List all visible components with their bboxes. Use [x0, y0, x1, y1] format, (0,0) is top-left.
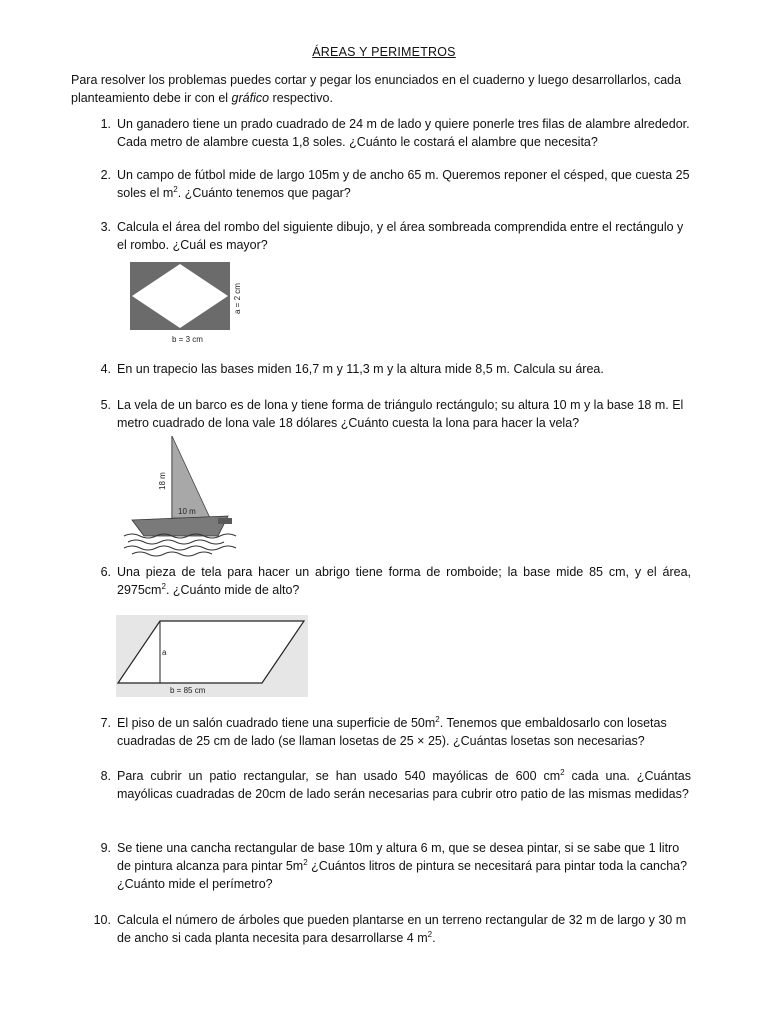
parallelogram-figure [116, 615, 308, 697]
problem-number: 2. [100, 168, 111, 182]
problem-text: Se tiene una cancha rectangular de base 10m y altura 6 m, que se desea pintar, si se sabe que 1 litro de pintura alcanza para pintar $5m^2$ ¿Cuántos litros de pintura se necesitará para pintar toda la cancha? ¿Cuánto mide el perímetro? [117, 841, 688, 891]
problem-text: Calcula el área del rombo del siguiente dibujo, y el área sombreada comprendida entre el rectángulo y el rombo. ¿Cuál es mayor? [117, 220, 684, 252]
rhombus-base-label: b = 3 cm [172, 335, 203, 344]
boat-height-label: 18 m [158, 472, 167, 490]
problem-number: 9. [100, 841, 111, 855]
problem-number: 7. [100, 716, 111, 730]
problem-number: 4. [100, 362, 111, 376]
rhombus-side-label: a = 2 cm [233, 283, 242, 314]
problem-text: Calcula el número de árboles que pueden plantarse en un terreno rectangular de 32 m de largo y 30 m de ancho si cada planta necesita para desarrollarse 4 $m^2$. [117, 913, 687, 945]
problem-text: El piso de un salón cuadrado tiene una superficie de $50m^2$. Tenemos que embaldosarlo con losetas cuadradas de 25 cm de lado (se llaman losetas de 25 × 25). ¿Cuántas losetas son necesarias? [117, 714, 667, 748]
problem-number: 3. [100, 220, 111, 234]
intro-text-2: respectivo. [269, 91, 333, 105]
problem-number: 8. [100, 769, 111, 783]
problem-number: 5. [100, 398, 111, 412]
problem-number: 10. [93, 913, 111, 927]
boat-base-label: 10 m [178, 507, 196, 516]
sail-shape [172, 436, 210, 518]
problem-text: Una pieza de tela para hacer un abrigo tiene forma de romboide; la base mide 85 cm, y el área, $2975cm^2$. ¿Cuánto mide de alto? [117, 565, 691, 597]
rhombus-figure [128, 260, 248, 346]
problem-text: Un campo de fútbol mide de largo 105m y de ancho 65 m. Queremos reponer el césped, que cuesta 25 soles el $m^2$. ¿Cuánto tenemos que pagar? [117, 168, 690, 200]
hull-shape [132, 516, 228, 536]
problem-number: 6. [100, 565, 111, 579]
problem-text: Para cubrir un patio rectangular, se han usado 540 mayólicas de 600 $cm^2$ cada una. ¿Cuántas mayólicas cuadradas de 20cm de lado serán necesarias para cubrir otro patio de las mismas medidas? [117, 767, 691, 801]
problem-text: En un trapecio las bases miden 16,7 m y 11,3 m y la altura mide 8,5 m. Calcula su área. [117, 362, 604, 376]
parallelogram-base-label: b = 85 cm [170, 686, 206, 695]
page-title: ÁREAS Y PERIMETROS [312, 45, 456, 59]
intro-text-1: Para resolver los problemas puedes cortar y pegar los enunciados en el cuaderno y luego desarrollarlos, cada planteamiento debe ir con el [71, 73, 682, 105]
intro-paragraph [71, 71, 691, 107]
sailboat-figure [122, 432, 237, 558]
problem-number: 1. [100, 117, 111, 131]
problem-text: La vela de un barco es de lona y tiene forma de triángulo rectángulo; su altura 10 m y la base 18 m. El metro cuadrado de lona vale 18 dólares ¿Cuánto cuesta la lona para hacer la vela? [117, 398, 684, 430]
problem-text: Un ganadero tiene un prado cuadrado de 24 m de lado y quiere ponerle tres filas de alambre alrededor. Cada metro de alambre cuesta 1,8 soles. ¿Cuánto le costará el alambre que necesita? [117, 117, 690, 149]
intro-italic: gráfico [231, 91, 270, 105]
parallelogram-height-label: a [162, 648, 167, 657]
